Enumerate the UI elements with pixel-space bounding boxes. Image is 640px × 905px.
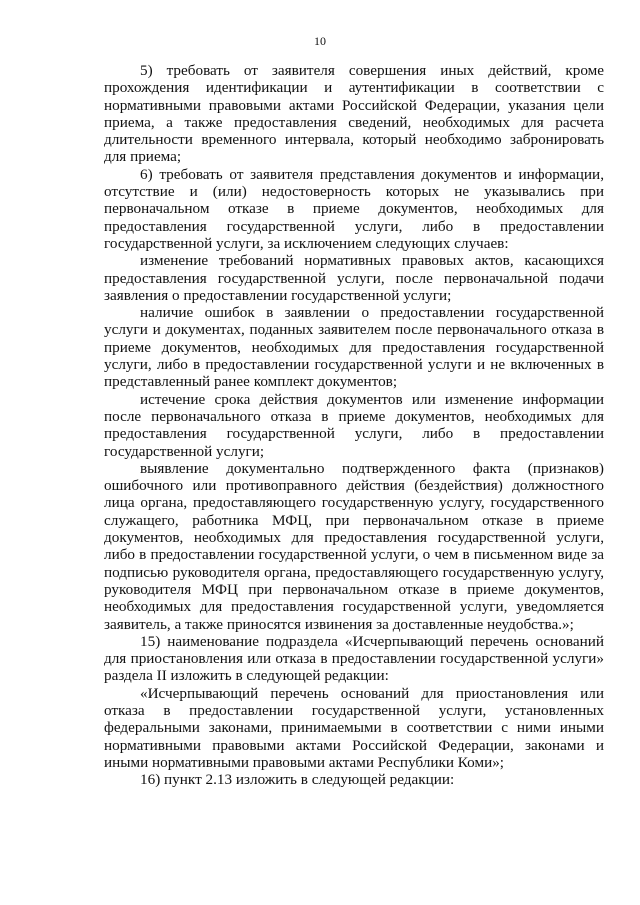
paragraph-exception-3: истечение срока действия документов или изменение информации после первоначального отказа в приеме документов, необходимых для предоставления государственной услуги, либо в предоставлении государственной услуги; <box>104 390 604 460</box>
paragraph-exception-1: изменение требований нормативных правовых актов, касающихся предоставления государственной услуги, после первоначальной подачи заявления о предоставлении государственной услуги; <box>104 252 604 304</box>
paragraph-item-5: 5) требовать от заявителя совершения иных действий, кроме прохождения идентификации и аутентификации в соответствии с нормативными правовыми актами Российской Федерации, указания цели приема, а также предоставления сведений, необходимых для расчета длительности временного интервала, который необходимо забронировать для приема; <box>104 62 604 166</box>
paragraph-item-16: 16) пункт 2.13 изложить в следующей редакции: <box>140 771 455 789</box>
page-number: 10 <box>314 34 326 48</box>
document-body <box>104 62 604 788</box>
paragraph-item-15: 15) наименование подраздела «Исчерпывающий перечень оснований для приостановления или отказа в предоставлении государственной услуги» раздела II изложить в следующей редакции: <box>104 632 604 685</box>
paragraph-new-title: «Исчерпывающий перечень оснований для приостановления или отказа в предоставлении государственной услуги, установленных федеральными законами, принимаемыми в соответствии с ними иными нормативными правовыми актами Российской Федерации, законами и иными нормативными правовыми актами Республики Коми»; <box>104 684 604 771</box>
paragraph-item-6: 6) требовать от заявителя представления документов и информации, отсутствие и (или) недостоверность которых не указывались при первоначальном отказе в приеме документов, необходимых для предоставления государственной услуги, либо в предоставлении государственной услуги, за исключением следующих случаев: <box>104 165 604 252</box>
paragraph-exception-4: выявление документально подтвержденного факта (признаков) ошибочного или противоправного действия (бездействия) должностного лица органа, предоставляющего государственную услугу, государственного служащего, работника МФЦ, при первоначальном отказе в приеме документов, необходимых для предоставления государственной услуги, либо в предоставлении государственной услуги, о чем в письменном виде за подписью руководителя органа, предоставляющего государственную услугу, руководителя МФЦ при первоначальном отказе в приеме документов, необходимых для предоставления государственной услуги, уведомляется заявитель, а также приносятся извинения за доставленные неудобства.»; <box>104 459 604 633</box>
paragraph-exception-2: наличие ошибок в заявлении о предоставлении государственной услуги и документах, поданных заявителем после первоначального отказа в приеме документов, необходимых для предоставления государственной услуги, либо в предоставлении государственной услуги и не включенных в представленный ранее комплект документов; <box>104 304 604 391</box>
